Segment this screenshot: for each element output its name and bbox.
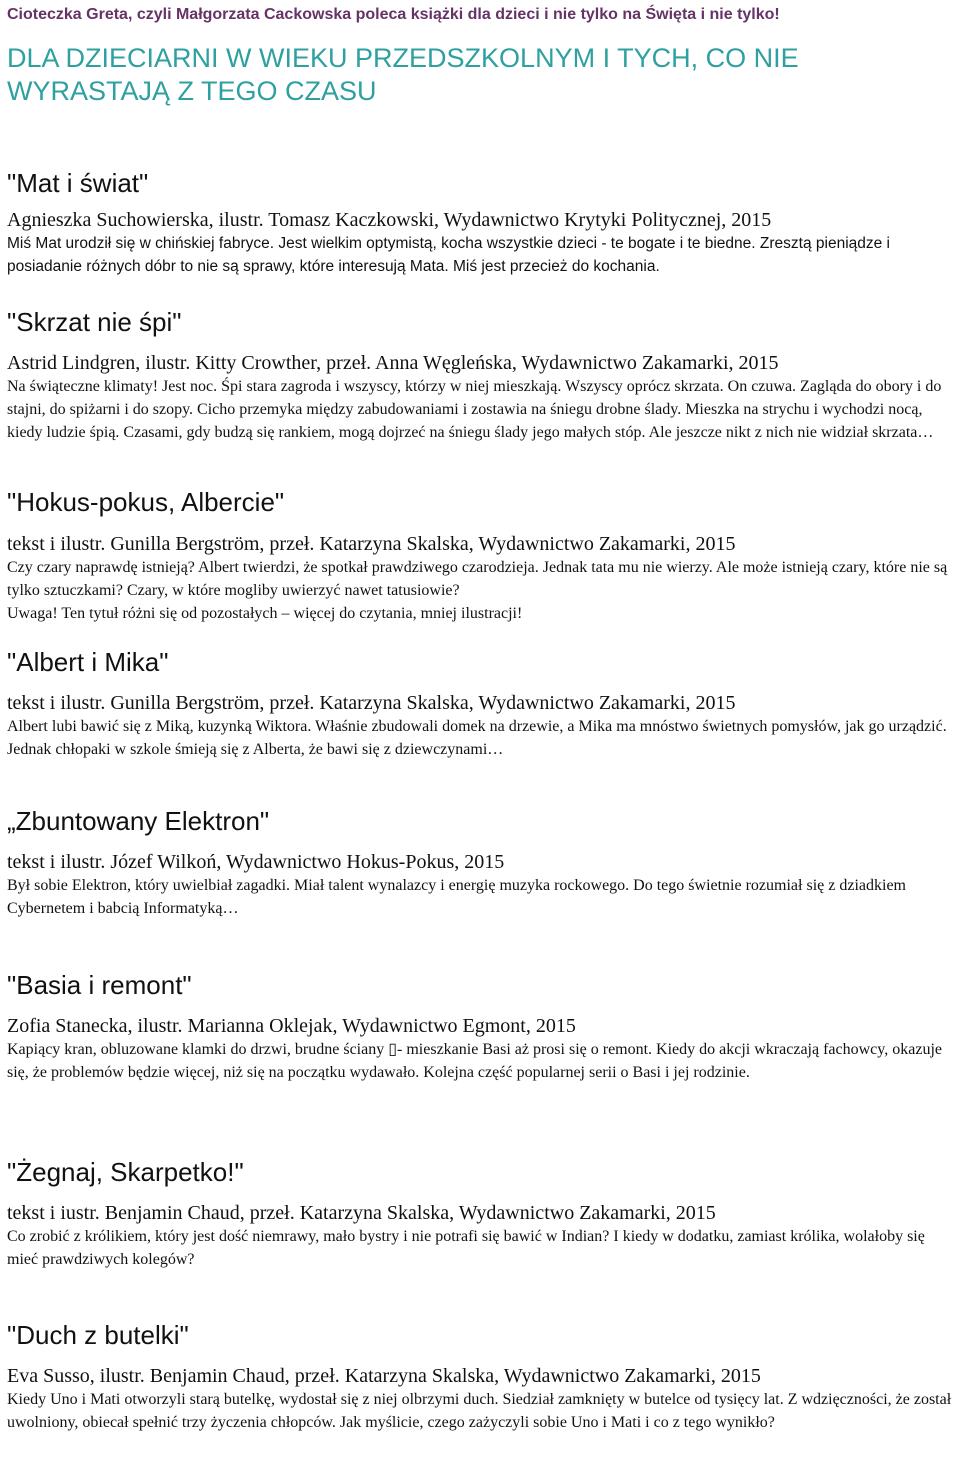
- book-entry: [7, 307, 957, 444]
- section-heading: DLA DZIECIARNI W WIEKU PRZEDSZKOLNYM I TYCH, CO NIE WYRASTAJĄ Z TEGO CZASU: [7, 43, 799, 106]
- book-entry: [7, 647, 957, 761]
- book-entry: [7, 487, 957, 625]
- book-entry: [7, 970, 957, 1084]
- book-entry: [7, 1157, 957, 1271]
- book-description: Był sobie Elektron, który uwielbiał zagadki. Miał talent wynalazcy i energię muzyka rockowego. Do tego świetnie rozumiał się z dziadkiem Cybernetem i babcią Informatyką…: [7, 877, 906, 917]
- book-description: Albert lubi bawić się z Miką, kuzynką Wiktora. Właśnie zbudowali domek na drzewie, a Mika ma mnóstwo świetnych pomysłów, jak go urządzić. Jednak chłopaki w szkole śmieją się z Alberta, że bawi się z dziewczynami…: [7, 718, 947, 758]
- book-title: "Żegnaj, Skarpetko!": [7, 1157, 244, 1187]
- book-credits: tekst i ilustr. Gunilla Bergström, przeł. Katarzyna Skalska, Wydawnictwo Zakamarki, 2015: [7, 533, 736, 555]
- book-credits: Eva Susso, ilustr. Benjamin Chaud, przeł. Katarzyna Skalska, Wydawnictwo Zakamarki, 2015: [7, 1365, 761, 1387]
- book-entry: [7, 806, 957, 920]
- book-credits: Agnieszka Suchowierska, ilustr. Tomasz Kaczkowski, Wydawnictwo Krytyki Politycznej, 2015: [7, 209, 772, 231]
- book-entry: [7, 168, 957, 278]
- book-entry: [7, 1320, 957, 1434]
- book-note: Uwaga! Ten tytuł różni się od pozostałych – więcej do czytania, mniej ilustracji!: [7, 605, 523, 622]
- book-title: "Skrzat nie śpi": [7, 307, 182, 337]
- site-title: Cioteczka Greta, czyli Małgorzata Cackowska poleca książki dla dzieci i nie tylko na Święta i nie tylko!: [7, 6, 780, 23]
- book-credits: Zofia Stanecka, ilustr. Marianna Oklejak, Wydawnictwo Egmont, 2015: [7, 1015, 576, 1037]
- book-title: "Hokus-pokus, Albercie": [7, 487, 285, 517]
- book-credits: tekst i ilustr. Gunilla Bergström, przeł. Katarzyna Skalska, Wydawnictwo Zakamarki, 2015: [7, 692, 736, 714]
- book-title: "Basia i remont": [7, 970, 192, 1000]
- book-description: Kiedy Uno i Mati otworzyli starą butelkę, wydostał się z niej olbrzymi duch. Siedział zamknięty w butelce od tysięcy lat. Z wdzięczności, że został uwolniony, obiecał spełnić trzy życzenia chłopców. Jak myślicie, czego zażyczyli sobie Uno i Mati i co z tego wynikło?: [7, 1391, 952, 1431]
- book-description: Na świąteczne klimaty! Jest noc. Śpi stara zagroda i wszyscy, którzy w niej mieszkają. Wszyscy oprócz skrzata. On czuwa. Zagląda do obory i do stajni, do spiżarni i do szopy. Cicho przemyka między zabudowaniami i zostawia na śniegu drobne ślady. Mieszka na strychu i wychodzi nocą, kiedy ludzie śpią. Czasami, gdy budzą się rankiem, mogą dojrzeć na śniegu ślady jego małych stóp. Ale jeszcze nikt z nich nie widział skrzata…: [7, 378, 942, 441]
- book-title: "Albert i Mika": [7, 647, 169, 677]
- book-description: Czy czary naprawdę istnieją? Albert twierdzi, że spotkał prawdziwego czarodzieja. Jednak tata mu nie wierzy. Ale może istnieją czary, które nie są tylko sztuczkami? Czary, w które mogliby uwierzyć nawet tatusiowie?: [7, 559, 948, 599]
- book-description: Co zrobić z królikiem, który jest dość niemrawy, mało bystry i nie potrafi się bawić w Indian? I kiedy w dodatku, zamiast królika, wolałoby się mieć prawdziwych kolegów?: [7, 1228, 925, 1268]
- book-credits: tekst i iustr. Benjamin Chaud, przeł. Katarzyna Skalska, Wydawnictwo Zakamarki, 2015: [7, 1202, 716, 1224]
- book-description: Kapiący kran, obluzowane klamki do drzwi, brudne ściany ▯- mieszkanie Basi aż prosi się o remont. Kiedy do akcji wkraczają fachowcy, okazuje się, że problemów będzie więcej, niż się na początku wydawało. Kolejna część popularnej serii o Basi i jej rodzinie.: [7, 1041, 942, 1081]
- book-description: Miś Mat urodził się w chińskiej fabryce. Jest wielkim optymistą, kocha wszystkie dzieci - te bogate i te biedne. Zresztą pieniądze i posiadanie różnych dóbr to nie są sprawy, które interesują Mata. Miś jest przecież do kochania.: [7, 235, 890, 275]
- book-title: "Duch z butelki": [7, 1320, 189, 1350]
- book-title: "Mat i świat": [7, 168, 149, 198]
- book-credits: Astrid Lindgren, ilustr. Kitty Crowther, przeł. Anna Węgleńska, Wydawnictwo Zakamarki, 2015: [7, 352, 779, 374]
- book-credits: tekst i ilustr. Józef Wilkoń, Wydawnictwo Hokus-Pokus, 2015: [7, 851, 505, 873]
- book-title: „Zbuntowany Elektron": [7, 806, 270, 836]
